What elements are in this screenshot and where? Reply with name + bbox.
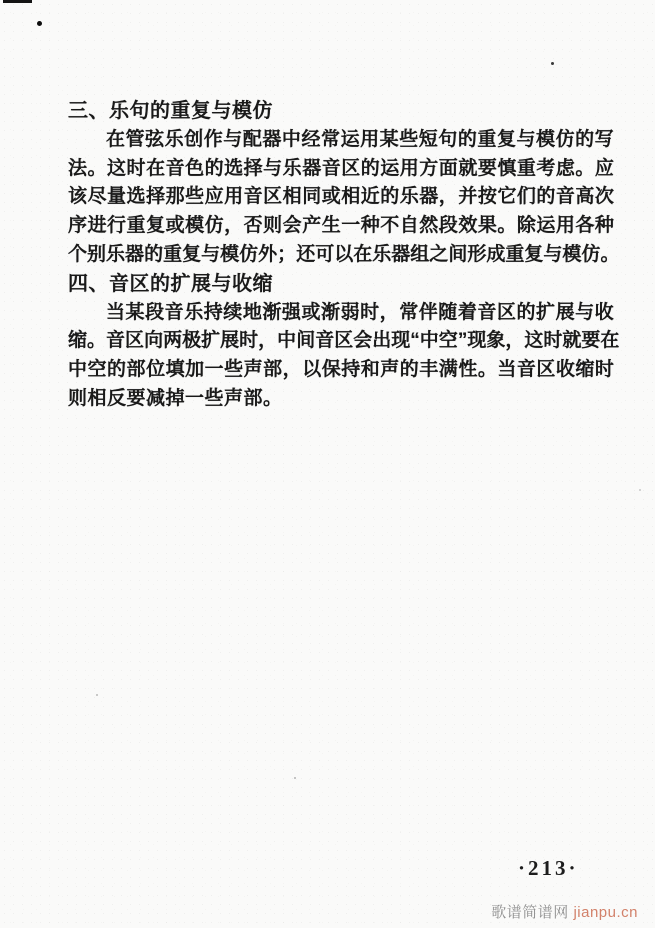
text-line: 序 进 行 重 复 或 模 仿 ， 否 则 会 产 生 一 种 不 自 然 段 效 果 。 除 运 用 各 种 [68, 215, 614, 237]
scan-speck [37, 21, 42, 26]
text-line: 中 空 的 部 位 填 加 一 些 声 部 ， 以 保 持 和 声 的 丰 满 性 。 当 音 区 收 缩 时 [68, 359, 614, 381]
text-line: 个 别 乐 器 的 重 复 与 模 仿 外 ； 还 可 以 在 乐 器 组 之 间 形 成 重 复 与 模 仿 。 [68, 243, 620, 265]
text-line: 缩 。 音 区 向 两 极 扩 展 时 ， 中 间 音 区 会 出 现 “ 中 空 ” 现 象 ， 这 时 就 要 在 [68, 330, 620, 352]
text-line: 法 。 这 时 在 音 色 的 选 择 与 乐 器 音 区 的 运 用 方 面 就 要 慎 重 考 虑 。 应 [68, 157, 614, 179]
section-heading: 三、乐句的重复与模仿 [68, 100, 273, 122]
page-number: ·213· [518, 856, 579, 880]
scan-speck [551, 62, 554, 65]
scan-speck [294, 777, 296, 779]
scan-speck [96, 694, 98, 696]
text-line: 当 某 段 音 乐 持 续 地 渐 强 或 渐 弱 时 ， 常 伴 随 着 音 区 的 扩 展 与 收 [106, 301, 614, 323]
scan-speck [639, 489, 641, 491]
scan-artifact-bar [3, 0, 32, 3]
body-text [68, 97, 620, 414]
watermark [491, 901, 638, 922]
text-line: 在 管 弦 乐 创 作 与 配 器 中 经 常 运 用 某 些 短 句 的 重 复 与 模 仿 的 写 [106, 128, 614, 150]
text-line: 则相反要减掉一些声部。 [68, 387, 283, 409]
text-line: 该 尽 量 选 择 那 些 应 用 音 区 相 同 或 相 近 的 乐 器 ， 并 按 它 们 的 音 高 次 [68, 186, 614, 208]
watermark-site-name: 歌谱简谱网 [491, 904, 569, 921]
section-heading: 四、音区的扩展与收缩 [68, 272, 273, 295]
watermark-site-url: jianpu.cn [573, 904, 638, 921]
